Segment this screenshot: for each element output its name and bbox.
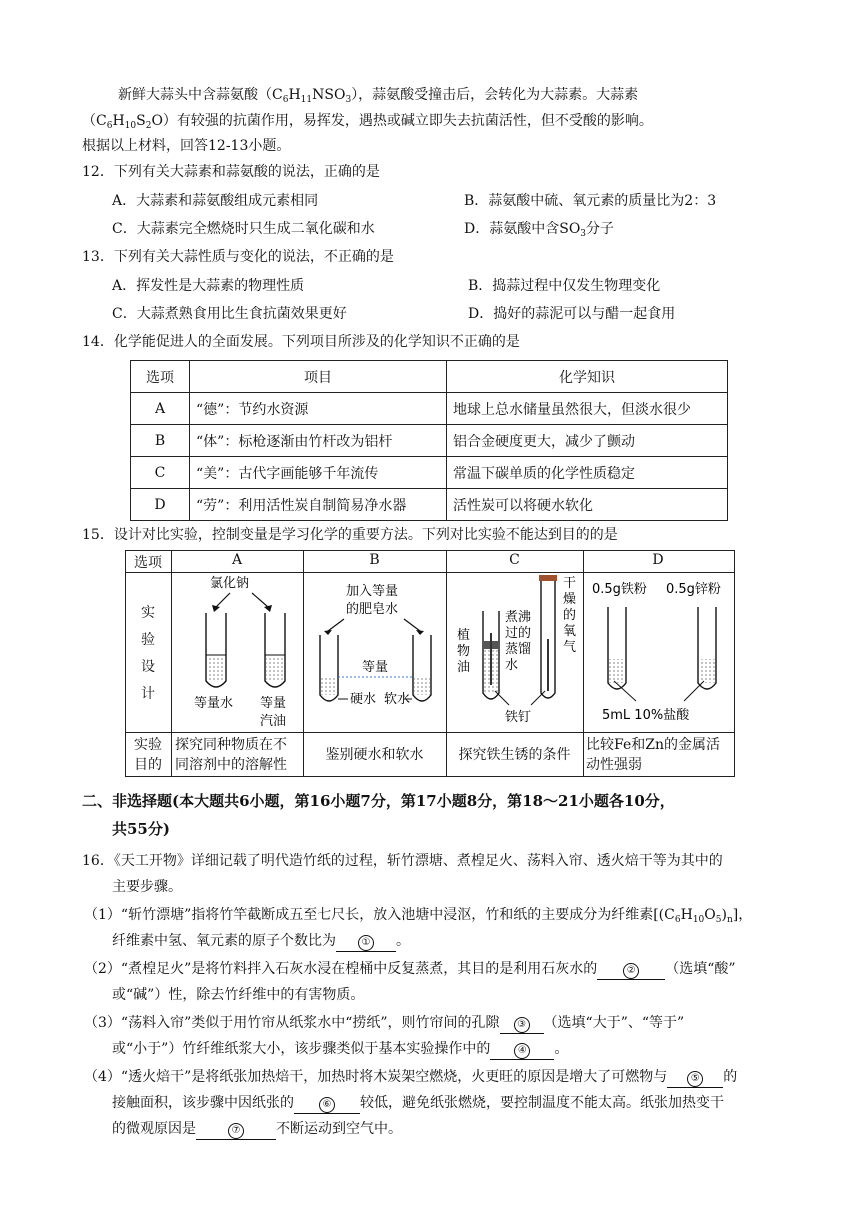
cell-knowledge: 地球上总水储量虽然很大，但淡水很少 bbox=[447, 393, 728, 425]
figure-d-label-left: 0.5g铁粉 bbox=[592, 582, 647, 597]
part-text: （选填“酸” bbox=[665, 961, 736, 977]
q15-stem: 15．设计对比实验，控制变量是学习化学的重要方法。下列对比实验不能达到目的的是 bbox=[82, 527, 618, 543]
q13-option-b: B．捣蒜过程中仅发生物理变化 bbox=[468, 278, 661, 294]
part-text: 较低，避免纸张燃烧，要控制温度不能太高。纸张加热变干 bbox=[360, 1095, 724, 1111]
blank-number: ⑥ bbox=[319, 1097, 335, 1113]
answer-blank-6[interactable] bbox=[294, 1094, 360, 1114]
figure-d-test-tubes bbox=[584, 573, 734, 732]
intro-text: H bbox=[288, 87, 301, 103]
q13-option-c: C．大蒜煮熟食用比生食抗菌效果更好 bbox=[112, 306, 347, 322]
q16-part1-line1 bbox=[84, 904, 752, 931]
intro-text: NSO bbox=[312, 87, 346, 103]
q16-stem-2: 主要步骤。 bbox=[112, 879, 182, 895]
part-text: 不断运动到空气中。 bbox=[276, 1121, 402, 1137]
answer-blank-2[interactable] bbox=[597, 960, 665, 980]
intro-line-2 bbox=[82, 110, 653, 137]
intro-text: （C bbox=[82, 113, 107, 129]
part-text: 的 bbox=[723, 1069, 738, 1085]
cell-option: D bbox=[131, 489, 190, 521]
q15-row1-label: 实验设计 bbox=[141, 605, 155, 702]
q15-row2-label-1: 实验 bbox=[134, 737, 162, 753]
answer-blank-1[interactable] bbox=[336, 932, 396, 952]
section-2-heading-1: 二、非选择题(本大题共6小题，第16小题7分，第17小题8分，第18～21小题各10分， bbox=[82, 792, 675, 810]
q13-stem: 13．下列有关大蒜性质与变化的说法，不正确的是 bbox=[82, 249, 394, 265]
intro-text: 新鲜大蒜头中含蒜氨酸（C bbox=[118, 87, 283, 103]
option-text: 分子 bbox=[586, 221, 615, 237]
cell-project: “体”：标枪逐渐由竹杆改为铝杆 bbox=[190, 425, 447, 457]
q14-header-knowledge: 化学知识 bbox=[447, 361, 728, 393]
q12-stem: 12．下列有关大蒜素和蒜氨酸的说法，正确的是 bbox=[82, 164, 380, 180]
blank-number: ⑤ bbox=[687, 1071, 703, 1087]
figure-c-bottom: 铁钉 bbox=[505, 710, 532, 725]
table-row bbox=[131, 489, 728, 521]
part-text: （2）“煮楻足火”是将竹料拌入石灰水浸在楻桶中反复蒸煮，其目的是利用石灰水的 bbox=[84, 961, 598, 977]
part-text: 。 bbox=[396, 933, 410, 949]
answer-blank-5[interactable] bbox=[667, 1068, 723, 1088]
q15-header-a: A bbox=[231, 552, 243, 568]
q15-table bbox=[125, 550, 735, 777]
q16-part3-line1 bbox=[84, 1012, 684, 1034]
cell-project: “美”：古代字画能够千年流传 bbox=[190, 457, 447, 489]
figure-c-test-tubes bbox=[447, 573, 583, 732]
part-text: 的微观原因是 bbox=[112, 1121, 196, 1137]
intro-text: S bbox=[136, 113, 146, 129]
q12-option-d bbox=[464, 218, 614, 245]
q13-option-a: A．挥发性是大蒜素的物理性质 bbox=[112, 278, 305, 294]
q16-part3-line2 bbox=[112, 1038, 568, 1060]
figure-c-mid4: 水 bbox=[505, 658, 519, 673]
figure-b-label-top1: 加入等量 bbox=[346, 584, 399, 599]
subscript: 6 bbox=[106, 121, 113, 131]
table-row bbox=[131, 457, 728, 489]
part-text: ) bbox=[721, 907, 727, 923]
q12-option-b: B．蒜氨酸中硫、氧元素的质量比为2：3 bbox=[464, 193, 717, 209]
q15-header-label: 选项 bbox=[134, 555, 162, 571]
table-row bbox=[131, 425, 728, 457]
figure-a-label-left: 等量水 bbox=[194, 696, 234, 711]
part-text: （1）“斩竹漂塘”指将竹竿截断成五至七尺长，放入池塘中浸沤，竹和纸的主要成分为纤维素[(C bbox=[84, 907, 675, 923]
q13-option-d: D．捣好的蒜泥可以与醋一起食用 bbox=[468, 306, 676, 322]
figure-d-label-bottom: 5mL 10%盐酸 bbox=[602, 708, 690, 723]
part-text: 接触面积，该步骤中因纸张的 bbox=[112, 1095, 294, 1111]
cell-option: B bbox=[131, 425, 190, 457]
q14-stem: 14．化学能促进人的全面发展。下列项目所涉及的化学知识不正确的是 bbox=[82, 334, 520, 350]
q16-part4-line1 bbox=[84, 1066, 737, 1088]
subscript: 5 bbox=[715, 915, 722, 925]
answer-blank-7[interactable] bbox=[196, 1120, 276, 1140]
part-text: （3）“荡料入帘”类似于用竹帘从纸浆水中“捞纸”，则竹帘间的孔隙 bbox=[84, 1015, 500, 1031]
q14-table bbox=[130, 360, 728, 521]
part-text: ]， bbox=[732, 907, 753, 923]
intro-text: O）有较强的抗菌作用，易挥发，遇热或碱立即失去抗菌活性，但不受酸的影响。 bbox=[151, 113, 653, 129]
figure-a-label-top: 氯化钠 bbox=[210, 576, 250, 591]
cell-project: “德”：节约水资源 bbox=[190, 393, 447, 425]
figure-b-test-tubes bbox=[304, 573, 446, 732]
blank-number: ② bbox=[623, 963, 639, 979]
q15-row2-label-2: 目的 bbox=[134, 757, 162, 773]
figure-c-mid1: 煮沸 bbox=[505, 610, 532, 625]
table-row bbox=[131, 393, 728, 425]
subscript: 6 bbox=[674, 915, 681, 925]
figure-c-left1: 植 bbox=[457, 628, 471, 643]
q16-part2-line1 bbox=[84, 958, 736, 980]
part-text: （4）“透火焙干”是将纸张加热焙干，加热时将木炭架空燃烧，火更旺的原因是增大了可燃物与 bbox=[84, 1069, 668, 1085]
figure-c-right4: 氧 bbox=[563, 624, 577, 639]
q14-header-project: 项目 bbox=[190, 361, 447, 393]
subscript: n bbox=[726, 915, 733, 925]
q15-purpose-d-2: 动性强弱 bbox=[586, 757, 642, 773]
intro-text: H bbox=[112, 113, 125, 129]
figure-b-label-top2: 的肥皂水 bbox=[346, 602, 399, 617]
q15-header-d: D bbox=[652, 552, 664, 568]
part-text: 。 bbox=[554, 1041, 569, 1057]
figure-c-mid3: 蒸馏 bbox=[505, 642, 532, 657]
figure-c-right3: 的 bbox=[563, 608, 577, 623]
figure-c-right1: 干 bbox=[563, 576, 577, 591]
cell-knowledge: 活性炭可以将硬水软化 bbox=[447, 489, 728, 521]
figure-c-mid2: 过的 bbox=[505, 626, 532, 641]
answer-blank-4[interactable] bbox=[490, 1040, 554, 1060]
figure-a-label-right2: 汽油 bbox=[260, 714, 287, 729]
q15-purpose-c: 探究铁生锈的条件 bbox=[458, 747, 571, 763]
part-text: （选填“大于”、“等于” bbox=[543, 1015, 685, 1031]
figure-a-test-tubes bbox=[172, 573, 303, 732]
q15-header-c: C bbox=[509, 552, 520, 568]
q15-purpose-a-2: 同溶剂中的溶解性 bbox=[175, 757, 287, 773]
cell-knowledge: 铝合金硬度更大，减少了颤动 bbox=[447, 425, 728, 457]
subscript: 10 bbox=[692, 915, 705, 925]
part-text: O bbox=[704, 907, 716, 923]
subscript: 3 bbox=[580, 229, 587, 239]
q12-option-a: A．大蒜素和蒜氨酸组成元素相同 bbox=[112, 193, 319, 209]
figure-b-label-mid: 等量 bbox=[362, 660, 389, 675]
figure-b-label-left: 硬水 bbox=[350, 692, 377, 707]
q15-purpose-b: 鉴别硬水和软水 bbox=[325, 747, 424, 763]
answer-blank-3[interactable] bbox=[500, 1014, 544, 1034]
figure-a-label-right1: 等量 bbox=[260, 696, 287, 711]
q16-part4-line3 bbox=[112, 1118, 402, 1140]
figure-c-right2: 燥 bbox=[563, 592, 577, 607]
q16-stem-1: 16．《天工开物》详细记载了明代造竹纸的过程，斩竹漂塘、煮楻足火、荡料入帘、透火焙干等为其中的 bbox=[82, 853, 723, 869]
part-text: 纤维素中氢、氧元素的原子个数比为 bbox=[112, 933, 336, 949]
subscript: 6 bbox=[282, 95, 289, 105]
figure-c-left3: 油 bbox=[457, 660, 471, 675]
blank-number: ④ bbox=[514, 1043, 530, 1059]
subscript: 3 bbox=[345, 95, 352, 105]
figure-c-left2: 物 bbox=[457, 644, 471, 659]
q16-part1-line2 bbox=[112, 930, 410, 952]
q15-purpose-d-1: 比较Fe和Zn的金属活 bbox=[586, 737, 720, 753]
q15-purpose-a-1: 探究同种物质在不 bbox=[175, 737, 287, 753]
cell-knowledge: 常温下碳单质的化学性质稳定 bbox=[447, 457, 728, 489]
blank-number: ① bbox=[358, 935, 374, 951]
blank-number: ⑦ bbox=[228, 1123, 244, 1139]
option-text: D．蒜氨酸中含SO bbox=[464, 221, 581, 237]
q14-header-option: 选项 bbox=[131, 361, 190, 393]
cell-project: “劳”：利用活性炭自制简易净水器 bbox=[190, 489, 447, 521]
subscript: 2 bbox=[145, 121, 152, 131]
cell-option: C bbox=[131, 457, 190, 489]
figure-c-right5: 气 bbox=[563, 640, 577, 655]
figure-b-label-right: 软水 bbox=[384, 692, 411, 707]
subscript: 10 bbox=[124, 121, 137, 131]
section-2-heading-2: 共55分) bbox=[112, 820, 170, 838]
q16-part4-line2 bbox=[112, 1092, 724, 1114]
q15-header-b: B bbox=[369, 552, 380, 568]
part-text: 或“小于”）竹纤维纸浆大小，该步骤类似于基本实验操作中的 bbox=[112, 1041, 491, 1057]
q12-option-c: C．大蒜素完全燃烧时只生成二氧化碳和水 bbox=[112, 221, 375, 237]
intro-line-1 bbox=[118, 84, 638, 111]
cell-option: A bbox=[131, 393, 190, 425]
intro-text: ），蒜氨酸受撞击后，会转化为大蒜素。大蒜素 bbox=[351, 87, 639, 103]
figure-d-label-right: 0.5g锌粉 bbox=[666, 582, 721, 597]
subscript: 11 bbox=[300, 95, 313, 105]
blank-number: ③ bbox=[514, 1017, 530, 1033]
q16-part2-line2: 或“碱”）性，除去竹纤维中的有害物质。 bbox=[112, 987, 365, 1003]
intro-line-3: 根据以上材料，回答12-13小题。 bbox=[82, 138, 291, 154]
part-text: H bbox=[680, 907, 693, 923]
